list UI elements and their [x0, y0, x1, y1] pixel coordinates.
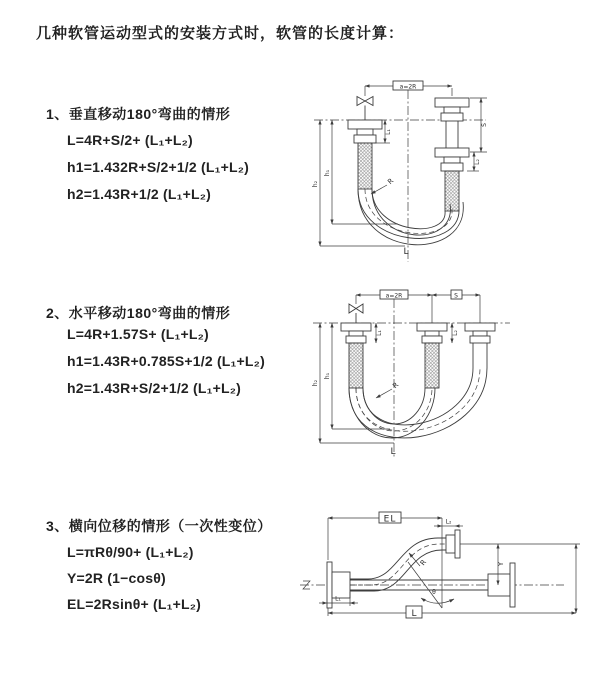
valve-icon	[349, 295, 363, 323]
section-2-formula-h2: h2=1.43R+S/2+1/2 (L₁+L₂)	[67, 380, 242, 396]
label-h2: h₂	[312, 379, 319, 387]
label-l: L	[390, 447, 396, 457]
valve-icon	[357, 86, 373, 120]
flange-right-lower	[435, 148, 469, 211]
dimension-s	[432, 290, 480, 323]
dimension-y	[460, 544, 580, 613]
braided-hose-end-right	[445, 171, 459, 211]
label-theta: θ	[432, 589, 436, 596]
section-2-formula-h1: h1=1.43R+0.785S+1/2 (L₁+L₂)	[67, 353, 265, 369]
hose-u-bend-position-1	[349, 388, 435, 438]
label-l2: L₂	[452, 330, 459, 336]
dimension-l2	[452, 323, 459, 343]
label-l2: L₂	[445, 518, 452, 526]
section-1-formula-h1: h1=1.432R+S/2+1/2 (L₁+L₂)	[67, 159, 249, 175]
flange-left	[348, 120, 382, 189]
label-l1: L₁	[335, 595, 341, 603]
label-s: S	[454, 292, 458, 300]
diagram-lateral-displacement	[296, 500, 586, 625]
section-3-formula-L: L=πRθ/90+ (L₁+L₂)	[67, 544, 194, 560]
section-3-formula-Y: Y=2R (1−cosθ)	[67, 570, 166, 586]
flange-middle	[417, 323, 447, 388]
label-l: L	[403, 247, 409, 257]
label-s: S	[481, 123, 488, 127]
flange-left	[341, 323, 371, 388]
flange-right	[465, 323, 495, 368]
page-title: 几种软管运动型式的安装方式时，软管的长度计算：	[36, 25, 405, 42]
dimension-s	[470, 98, 488, 152]
section-2-heading: 2、水平移动180°弯曲的情形	[46, 305, 231, 321]
section-2-formula-L: L=4R+1.57S+ (L₁+L₂)	[67, 326, 209, 342]
radius-leader	[371, 177, 395, 194]
label-el: EL	[383, 514, 397, 525]
dimension-l2	[434, 519, 463, 527]
flange-right-upper	[435, 98, 469, 121]
label-h2: h₂	[312, 180, 319, 188]
section-1-heading: 1、垂直移动180°弯曲的情形	[46, 106, 231, 122]
label-h1: h₁	[324, 169, 331, 177]
dimension-l1	[376, 323, 383, 343]
section-3-heading: 3、横向位移的情形（一次性变位）	[46, 518, 272, 534]
section-1-formula-L: L=4R+S/2+ (L₁+L₂)	[67, 132, 193, 148]
label-l2: L₂	[474, 159, 481, 165]
flange-right-original	[488, 563, 515, 607]
hose-displaced-s-curve	[350, 538, 446, 591]
section-1-formula-h2: h2=1.43R+1/2 (L₁+L₂)	[67, 186, 212, 202]
flange-right-displaced	[446, 530, 460, 558]
braided-hose-end-left	[358, 143, 372, 189]
braided-hose-end-middle	[425, 343, 439, 388]
label-r: R	[386, 176, 396, 187]
label-h1: h₁	[324, 372, 331, 380]
braided-hose-end-left	[349, 343, 363, 388]
label-r: R	[391, 380, 401, 391]
label-a2r: a=2R	[399, 83, 417, 91]
label-r: R	[418, 558, 429, 568]
label-l1: L₁	[385, 129, 392, 135]
label-y: Y	[497, 561, 505, 567]
label-a2r: a=2R	[385, 292, 403, 300]
diagram-horizontal-180-bend	[310, 283, 560, 468]
dimension-l	[328, 606, 576, 619]
label-l1: L₁	[376, 330, 383, 336]
section-3-formula-EL: EL=2Rsinθ+ (L₁+L₂)	[67, 596, 202, 612]
dimension-a2r	[365, 81, 452, 96]
radius-leader	[376, 381, 400, 398]
label-l: L	[411, 609, 417, 619]
diagram-vertical-180-bend	[310, 76, 560, 271]
